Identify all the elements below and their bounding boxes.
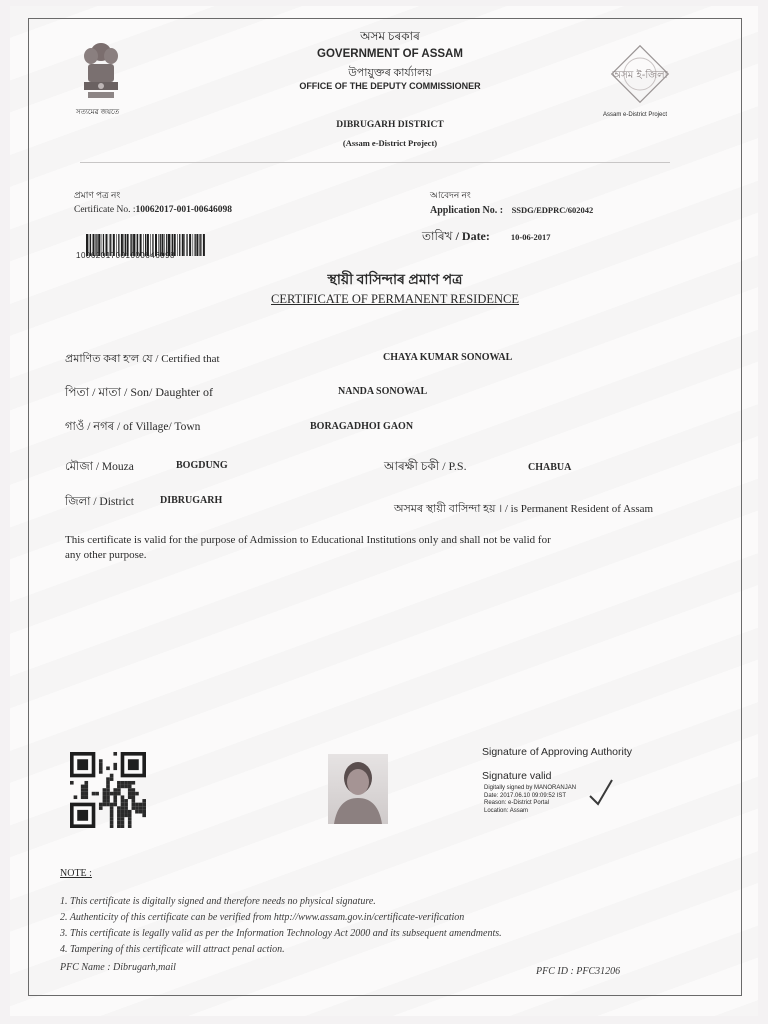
permanent-resident-label: অসমৰ স্থায়ী বাসিন্দা হয় । / is Permanent Resident of Assam — [394, 503, 654, 515]
certificate-sheet — [10, 6, 758, 1016]
app-no-label: Application No. : — [430, 205, 504, 216]
son-of-label: পিতা / মাতা / Son/ Daughter of — [65, 385, 214, 399]
logo-caption: Assam e-District Project — [603, 112, 668, 118]
app-no-row — [430, 205, 593, 216]
certified-value: CHAYA KUMAR SONOWAL — [383, 352, 513, 363]
header-assamese-office: উপায়ুক্তৰ কাৰ্য্যালয় — [348, 67, 432, 79]
national-emblem-icon — [78, 36, 124, 116]
validity-line-2: any other purpose. — [65, 549, 147, 561]
validity-line-1: This certificate is valid for the purpose of Admission to Educational Institutions only and shall not be valid for — [65, 534, 551, 546]
header-project: (Assam e-District Project) — [342, 138, 438, 148]
app-no-value: SSDG/EDPRC/602042 — [511, 205, 594, 215]
barcode-text: 10062017001000646098 — [76, 251, 175, 260]
note-heading: NOTE : — [60, 868, 92, 879]
village-label: গাওঁ / নগৰ / of Village/ Town — [65, 421, 201, 433]
certificate-title: CERTIFICATE OF PERMANENT RESIDENCE — [271, 292, 519, 306]
signature-line-3: Reason: e-District Portal — [484, 800, 550, 806]
digital-signature-details — [484, 785, 576, 815]
certified-label: প্ৰমাণিত কৰা হ'ল যে / Certified that — [65, 353, 220, 365]
signature-line-4: Location: Assam — [484, 807, 529, 814]
village-value: BORAGADHOI GAON — [310, 421, 414, 432]
mouza-label: মৌজা / Mouza — [65, 461, 134, 473]
date-row — [422, 228, 551, 248]
note-item-4: 4. Tampering of this certificate will attract penal action. — [60, 944, 285, 955]
signature-line-1: Digitally signed by MANORANJAN — [484, 785, 577, 791]
note-item-1: 1. This certificate is digitally signed and therefore needs no physical signature. — [60, 896, 376, 907]
signature-check-icon — [588, 778, 614, 808]
header-district: DIBRUGARH DISTRICT — [336, 120, 444, 130]
signature-valid: Signature valid — [482, 770, 552, 782]
date-label: / Date: — [452, 229, 490, 243]
header-government: GOVERNMENT OF ASSAM — [317, 48, 463, 60]
cert-no-row — [74, 205, 232, 215]
son-of-value: NANDA SONOWAL — [338, 386, 428, 397]
date-value: 10-06-2017 — [510, 232, 551, 242]
header-divider — [80, 162, 670, 163]
header-assamese-government: অসম চৰকাৰ — [360, 29, 420, 43]
emblem-caption: সত্যমেৱ জয়তে — [76, 109, 120, 116]
district-value: DIBRUGARH — [160, 495, 223, 506]
cert-no-label: Certificate No. : — [74, 205, 136, 215]
signature-line-2: Date: 2017.06.10 09:09:52 IST — [484, 792, 567, 799]
pfc-name: PFC Name : Dibrugarh,mail — [60, 962, 176, 973]
note-item-2: 2. Authenticity of this certificate can be verified from http://www.assam.gov.in/certificate-verification — [60, 912, 465, 923]
district-label: জিলা / District — [65, 496, 134, 508]
signature-title: Signature of Approving Authority — [482, 746, 633, 758]
applicant-photo — [328, 754, 388, 824]
qr-code-icon — [70, 752, 146, 828]
cert-no-label-assamese: প্ৰমাণ পত্ৰ নং — [74, 190, 121, 200]
cert-no-value: 10062017-001-00646098 — [135, 205, 233, 215]
title-assamese: স্থায়ী বাসিন্দাৰ প্ৰমাণ পত্ৰ — [327, 273, 463, 288]
e-district-logo-ring-text: অসম ই-জিলা — [612, 70, 668, 81]
app-no-label-assamese: আবেদন নং — [430, 190, 471, 200]
date-label-assamese: তাৰিখ — [422, 229, 453, 243]
ps-value: CHABUA — [528, 462, 572, 473]
header-office: OFFICE OF THE DEPUTY COMMISSIONER — [299, 81, 481, 91]
mouza-value: BOGDUNG — [176, 460, 228, 471]
ps-label: আৰক্ষী চকী / P.S. — [384, 459, 467, 473]
note-item-3: 3. This certificate is legally valid as per the Information Technology Act 2000 and its subsequent amendments. — [60, 928, 502, 939]
person-photo-icon — [328, 754, 388, 824]
e-district-logo-icon — [606, 44, 676, 114]
pfc-id: PFC ID : PFC31206 — [536, 966, 621, 977]
